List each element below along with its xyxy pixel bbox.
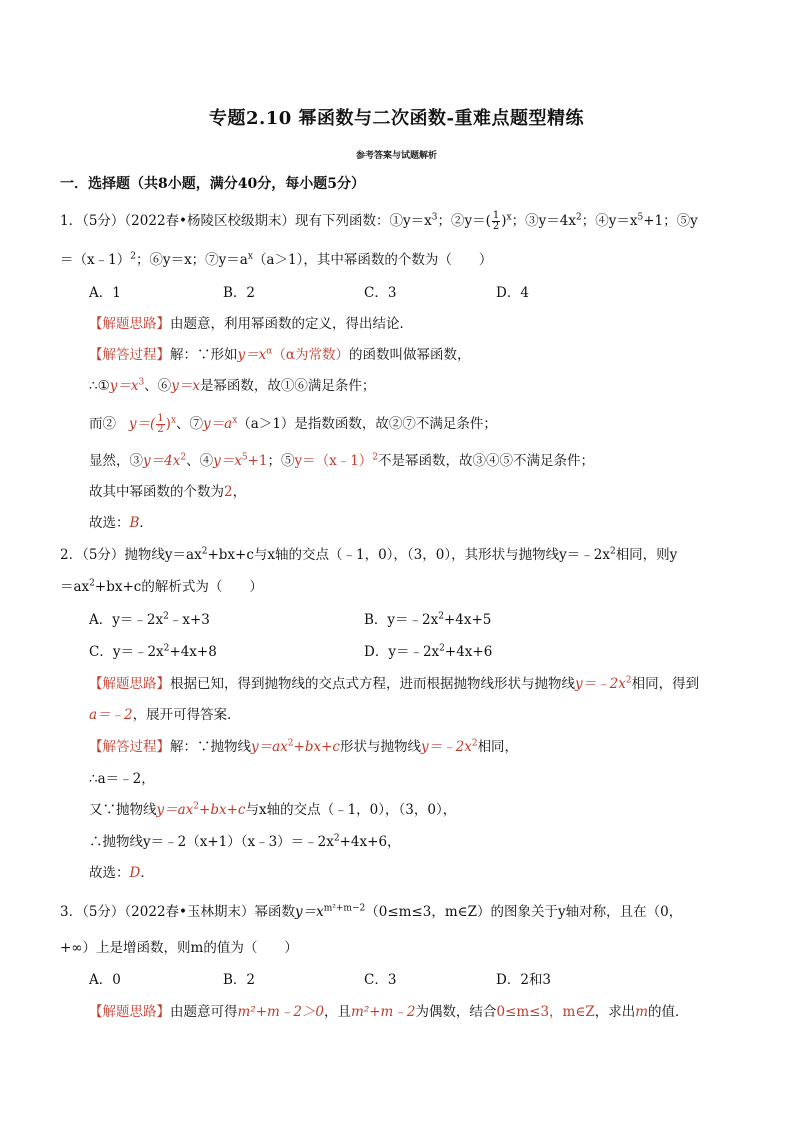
q2-idea-line1: 【解题思路】根据已知，得到抛物线的交点式方程，进而根据抛物线形状与抛物线$y=﹣2x^2$相同，得到 [89,675,700,692]
q1-option-d[interactable]: D．4 [496,285,529,301]
q2-option-a[interactable]: A．$y=﹣2x^2﹣x+3$ [89,611,210,628]
q3-stem-line2: +∞）上是增函数，则m的值为（ ） [60,940,298,956]
q1-stem-line2: ＝（x﹣1）$^2$；⑥y＝x；$⑦y=a^x(a>1)$，其中幂函数的个数为（ ） [60,251,493,268]
q1-process-line5: 故其中幂函数的个数为2， [89,484,247,500]
section-heading: 一．选择题（共8小题，满分40分，每小题5分） [60,176,365,192]
q2-option-d[interactable]: D．$y=﹣2x^2+4x+6$ [364,643,493,660]
q2-process-line2: ∴a＝﹣2， [89,771,155,787]
q3-idea: 【解题思路】由题意可得m²+m﹣2＞0，且m²+m﹣2为偶数，结合0≤m≤3，m∈Z，求出m的值． [89,1004,689,1020]
q2-process-line1: 【解答过程】解：∵抛物线$y=ax^2+bx+c$形状与抛物线$y=﹣2x^2$相同， [89,738,519,755]
q2-idea-line2: a＝﹣2，展开可得答案． [89,707,241,723]
q3-option-c[interactable]: C．3 [364,972,397,988]
q2-stem-line2: $=ax^2+bx+c$的解析式为（ ） [60,578,263,595]
q1-idea: 【解题思路】由题意，利用幂函数的定义，得出结论． [89,316,413,332]
page-subtitle: 参考答案与试题解析 [355,151,437,161]
q2-answer: 故选：D． [89,865,154,881]
q1-stem-line1: 1．（5分）（2022春•杨陵区校级期末）现有下列函数：$①y=x^3$；②y＝( $\frac{1}{2}$ )$^x$；$③y=4x^2$；$④y=x^5+1$；⑤y [60,210,698,232]
q3-option-b[interactable]: B．2 [223,972,256,988]
page-title: 专题2.10 幂函数与二次函数-重难点题型精练 [208,108,585,129]
q2-stem-line1: 2．（5分）抛物线$y=ax^2+bx+c$与x轴的交点（﹣1，0），（3，0），其形状与抛物线$y=﹣2x^2$相同，则y [60,546,678,563]
q3-stem-line1: 3．（5分）（2022春•玉林期末）幂函数$y=x^{m^2+m-2}(0\le m\le 3$，m∈Z）的图象关于y轴对称，且在（0， [60,903,683,920]
q1-process-line1: 【解答过程】解：∵形如$y=x^\alpha(\alpha$为常数）的函数叫做幂函数， [89,346,471,363]
q1-process-fraction: $\frac{1}{2}$ [157,413,164,435]
q3-option-d[interactable]: D．2和3 [496,972,552,988]
q1-answer: 故选：B． [89,515,153,531]
q1-process-line3: 而② y＝( $\frac{1}{2}$ )$^x$、$⑦y=a^x(a>1)$是指数函数，故②⑦不满足条件； [89,413,497,435]
q2-process-line3: 又∵抛物线$y=ax^2+bx+c$与x轴的交点（﹣1，0），（3，0）， [89,801,457,818]
q2-option-c[interactable]: C．$y=﹣2x^2+4x+8$ [89,643,217,660]
q1-process-line2: $\therefore ①y=x^3$、⑥y＝x是幂函数，故①⑥满足条件； [89,377,376,394]
q1-option-c[interactable]: C．3 [364,285,397,301]
q1-process-line4: 显然，$③y=4x^2$、$④y=x^5+1$；⑤y＝（x﹣1）$^2$不是幂函数，故③④⑤不满足条件； [89,452,595,469]
q2-option-b[interactable]: B．$y=﹣2x^2+4x+5$ [364,611,492,628]
q1-option-a[interactable]: A．1 [89,285,121,301]
q1-option-b[interactable]: B．2 [223,285,256,301]
q1-fraction: $\frac{1}{2}$ [492,210,500,232]
q3-option-a[interactable]: A．0 [89,972,121,988]
q2-process-line4: ∴抛物线$y=﹣2(x+1)(x﹣3)=﹣2x^2+4x+6$， [89,833,401,850]
